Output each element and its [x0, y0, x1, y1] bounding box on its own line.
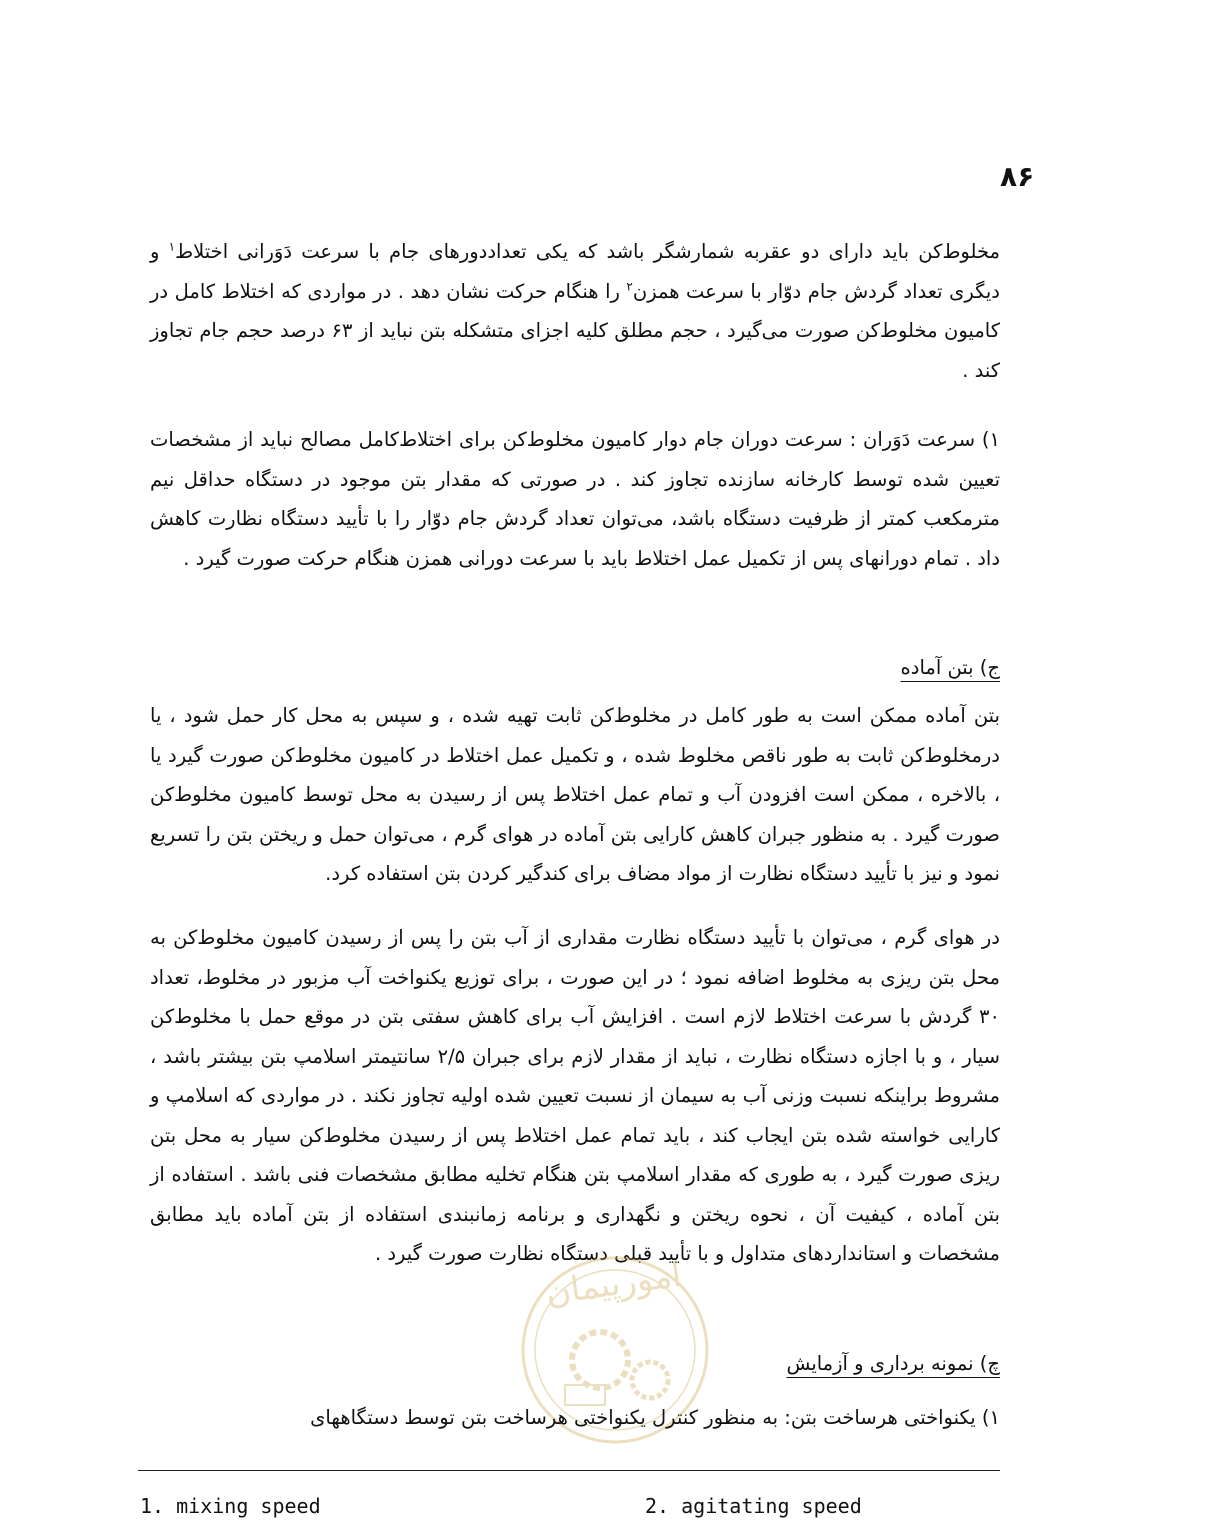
footnote-ref-1: ۱ — [168, 239, 176, 254]
paragraph-1-part-c: را هنگام حرکت نشان دهد . در مواردی که اختلاط کامل در کامیون مخلوط‌کن صورت می‌گیرد ، حجم مطلق کلیه اجزای متشکله بتن نباید از ۶۳ درصد حجم جام تجاوز کند . — [150, 279, 1000, 382]
footnote-1: 1. mixing speed — [140, 1494, 321, 1518]
paragraph-hot-weather: در هوای گرم ، می‌توان با تأیید دستگاه نظارت مقداری از آب بتن را پس از رسیدن کامیون مخلوط‌کن به محل بتن ریزی به مخلوط اضافه نمود ؛ در این صورت ، برای توزیع یکنواخت آب مزبور در مخلوط، تعداد ۳۰ گردش با سرعت اختلاط لازم است . افزایش آب برای کاهش سفتی بتن در موقع حمل با مخلوط‌کن سیار ، و با اجازه دستگاه نظارت ، نباید از مقدار لازم برای جبران ۲/۵ سانتیمتر اسلامپ بتن بیشتر باشد ، مشروط براینکه نسبت وزنی آب به سیمان از نسبت تعیین شده اولیه تجاوز نکند . در مواردی که اسلامپ و کارایی خواسته شده بتن ایجاب کند ، باید تمام عمل اختلاط پس از رسیدن مخلوط‌کن سیار به محل بتن ریزی صورت گیرد ، به طوری که مقدار اسلامپ بتن هنگام تخلیه مطابق مشخصات فنی باشد . استفاده از بتن آماده ، کیفیت آن ، نحوه ریختن و نگهداری و برنامه زمانبندی استفاده از بتن آماده باید مطابق مشخصات و استانداردهای متداول و با تأیید قبلی دستگاه نظارت صورت گیرد . — [150, 926, 1001, 1265]
footnote-2: 2. agitating speed — [645, 1494, 862, 1518]
paragraph-1-part-b: و دیگری تعداد گردش جام دوّار با سرعت همزن — [150, 240, 1000, 303]
footnote-divider — [138, 1470, 1000, 1471]
heading-ready-mix-concrete — [150, 650, 1000, 686]
paragraph-rotation-speed: ۱) سرعت دَوَران : سرعت دوران جام دوار کامیون مخلوط‌کن برای اختلاط‌کامل مصالح نباید از مشخصات تعیین شده توسط کارخانه سازنده تجاوز کند . در صورتی که مقدار بتن موجود در دستگاه حداقل نیم مترمکعب کمتر از ظرفیت دستگاه باشد، می‌توان تعداد گردش جام دوّار را با تأیید دستگاه نظارت کاهش داد . تمام دورانهای پس از تکمیل عمل اختلاط باید با سرعت دورانی همزن هنگام حرکت صورت گیرد . — [150, 428, 1000, 570]
page-number: ۸۶ — [1000, 160, 1035, 193]
paragraph-ready-mix: بتن آماده ممکن است به طور کامل در مخلوط‌کن ثابت تهیه شده ، و سپس به محل کار حمل شود ، یا درمخلوط‌کن ثابت به طور ناقص مخلوط شده ، و تکمیل عمل اختلاط در کامیون مخلوط‌کن صورت گیرد یا ، بالاخره ، ممکن است افزودن آب و تمام عمل اختلاط پس از رسیدن به محل توسط کامیون مخلوط‌کن صورت گیرد . به منظور جبران کاهش کارایی بتن آماده در هوای گرم ، می‌توان حمل و ریختن بتن را تسریع نمود و نیز با تأیید دستگاه نظارت از مواد مضاف برای کندگیر کردن بتن استفاده کرد. — [150, 704, 1000, 885]
watermark-text: امورپیمان — [543, 1254, 684, 1314]
heading-sampling-and-testing — [150, 1346, 1000, 1382]
paragraph-batch-uniformity: ۱) یکنواختی هرساخت بتن: به منظور کنترل یکنواختی هرساخت بتن توسط دستگاههای — [310, 1406, 1000, 1429]
heading-sampling-label: چ) نمونه برداری و آزمایش — [786, 1352, 1000, 1375]
footnote-ref-2: ۲ — [626, 279, 633, 293]
paragraph-mixer-counters — [150, 232, 1000, 390]
paragraph-1-part-a: مخلوط‌کن باید دارای دو عقربه شمارشگر باشد که یکی تعداددورهای جام با سرعت دَوَرانی اختلاط — [175, 240, 1000, 263]
heading-ready-mix-label: ج) بتن آماده — [900, 656, 1000, 679]
